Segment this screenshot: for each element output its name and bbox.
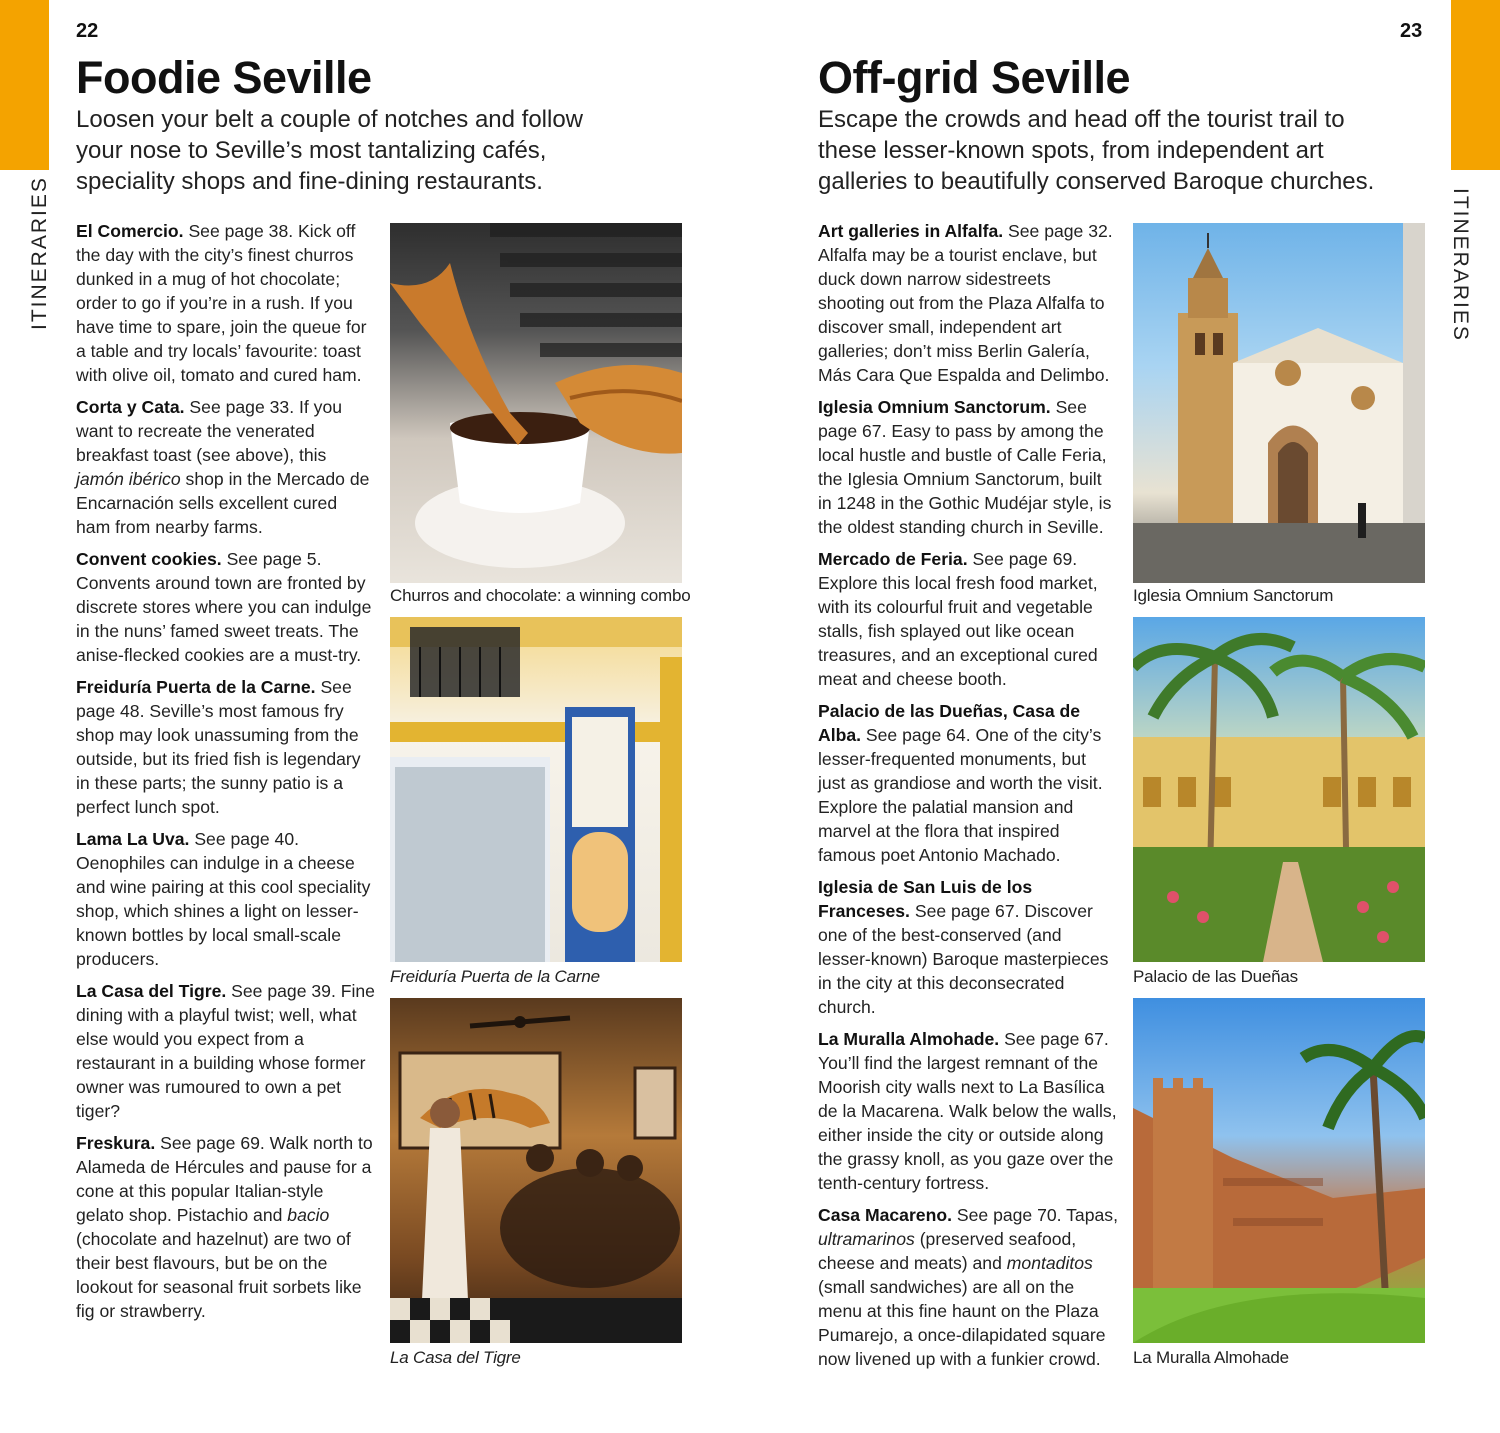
page-title-right: Off-grid Seville: [818, 52, 1131, 103]
entry: Convent cookies. See page 5. Convents around town are fronted by discrete stores where you can indulge in the nuns’ famed sweet treats. The anise-flecked cookies are a must-try.: [76, 549, 372, 665]
entry: Palacio de las Dueñas, Casa de Alba. See page 64. One of the city’s lesser-frequented monuments, but just as grandiose and worth the visit. Explore the palatial mansion and marvel at the flora that inspired famous poet Antonio Machado.: [818, 701, 1103, 865]
entries-right: [818, 219, 1118, 1379]
page-intro-right: Escape the crowds and head off the tourist trail to these lesser-known spots, from independent art galleries to beautifully conserved Baroque churches.: [818, 106, 1375, 195]
side-label-right: ITINERARIES: [1449, 188, 1472, 342]
page-number-right: 23: [1400, 20, 1423, 42]
entries-left: [76, 219, 376, 1331]
caption-churros: Churros and chocolate: a winning combo: [390, 586, 691, 605]
photo-omnium-sanctorum: [1133, 223, 1425, 583]
page-number-left: 22: [76, 20, 99, 42]
photo-freiduria: [390, 617, 682, 962]
photo-churros: [390, 223, 682, 583]
caption-muralla: La Muralla Almohade: [1133, 1348, 1289, 1367]
photo-tigre: [390, 998, 682, 1343]
caption-omnium-sanctorum: Iglesia Omnium Sanctorum: [1133, 586, 1334, 605]
entry: Corta y Cata. See page 33. If you want to recreate the venerated breakfast toast (see above), this jamón ibérico shop in the Mercado de Encarnación sells excellent cured ham from nearby farms.: [76, 397, 370, 537]
page-intro-left: Loosen your belt a couple of notches and follow your nose to Seville’s most tantalizing cafés, speciality shops and fine-dining restaurants.: [76, 106, 584, 195]
entry: Art galleries in Alfalfa. See page 32. Alfalfa may be a tourist enclave, but duck down narrow sidestreets shooting out from the Plaza Alfalfa to discover small, independent art galleries; don’t miss Berlin Galería, Más Cara Que Espalda and Delimbo.: [818, 221, 1113, 385]
entry: Freskura. See page 69. Walk north to Alameda de Hércules and pause for a cone at this popular Italian-style gelato shop. Pistachio and bacio (chocolate and hazelnut) are two of their best flavours, but be on the lookout for seasonal fruit sorbets like fig or strawberry.: [76, 1133, 373, 1321]
chapter-tab-right: [1451, 0, 1500, 170]
entry: Casa Macareno. See page 70. Tapas, ultramarinos (preserved seafood, cheese and meats) and montaditos (small sandwiches) are all on the menu at this fine haunt on the Plaza Pumarejo, a once-dilapidated square now livened up with a funkier crowd.: [818, 1205, 1118, 1369]
entry: La Muralla Almohade. See page 67. You’ll find the largest remnant of the Moorish city walls next to La Basílica de la Macarena. Walk below the walls, either inside the city or outside along the grassy knoll, as you gaze over the tenth-century fortress.: [818, 1029, 1117, 1193]
chapter-tab-left: [0, 0, 49, 170]
entry: La Casa del Tigre. See page 39. Fine dining with a playful twist; well, what else would you expect from a restaurant in a building whose former owner was rumoured to own a pet tiger?: [76, 981, 375, 1121]
entry: Mercado de Feria. See page 69. Explore this local fresh food market, with its colourful fruit and vegetable stalls, fish splayed out like ocean treasures, and an exceptional cured meat and cheese booth.: [818, 549, 1098, 689]
photo-muralla: [1133, 998, 1425, 1343]
photo-duenas: [1133, 617, 1425, 962]
caption-duenas: Palacio de las Dueñas: [1133, 967, 1298, 986]
caption-tigre: La Casa del Tigre: [390, 1348, 521, 1367]
caption-freiduria: Freiduría Puerta de la Carne: [390, 967, 600, 986]
entry: Lama La Uva. See page 40. Oenophiles can indulge in a cheese and wine pairing at this cool speciality shop, which shines a light on lesser-known bottles by local small-scale producers.: [76, 829, 371, 969]
page-title-left: Foodie Seville: [76, 52, 372, 103]
entry: Freiduría Puerta de la Carne. See page 48. Seville’s most famous fry shop may look unassuming from the outside, but its fried fish is legendary in these parts; the sunny patio is a perfect lunch spot.: [76, 677, 361, 817]
entry: Iglesia de San Luis de los Franceses. See page 67. Discover one of the best-conserved (and lesser-known) Baroque masterpieces in the city at this deconsecrated church.: [818, 877, 1109, 1017]
entry: El Comercio. See page 38. Kick off the day with the city’s finest churros dunked in a mug of hot chocolate; order to go if you’re in a rush. If you have time to spare, join the queue for a table and try locals’ favourite: toast with olive oil, tomato and cured ham.: [76, 221, 367, 385]
entry: Iglesia Omnium Sanctorum. See page 67. Easy to pass by among the local hustle and bustle of Calle Feria, the Iglesia Omnium Sanctorum, built in 1248 in the Gothic Mudéjar style, is the oldest standing church in Seville.: [818, 397, 1112, 537]
side-label-left: ITINERARIES: [28, 176, 51, 330]
